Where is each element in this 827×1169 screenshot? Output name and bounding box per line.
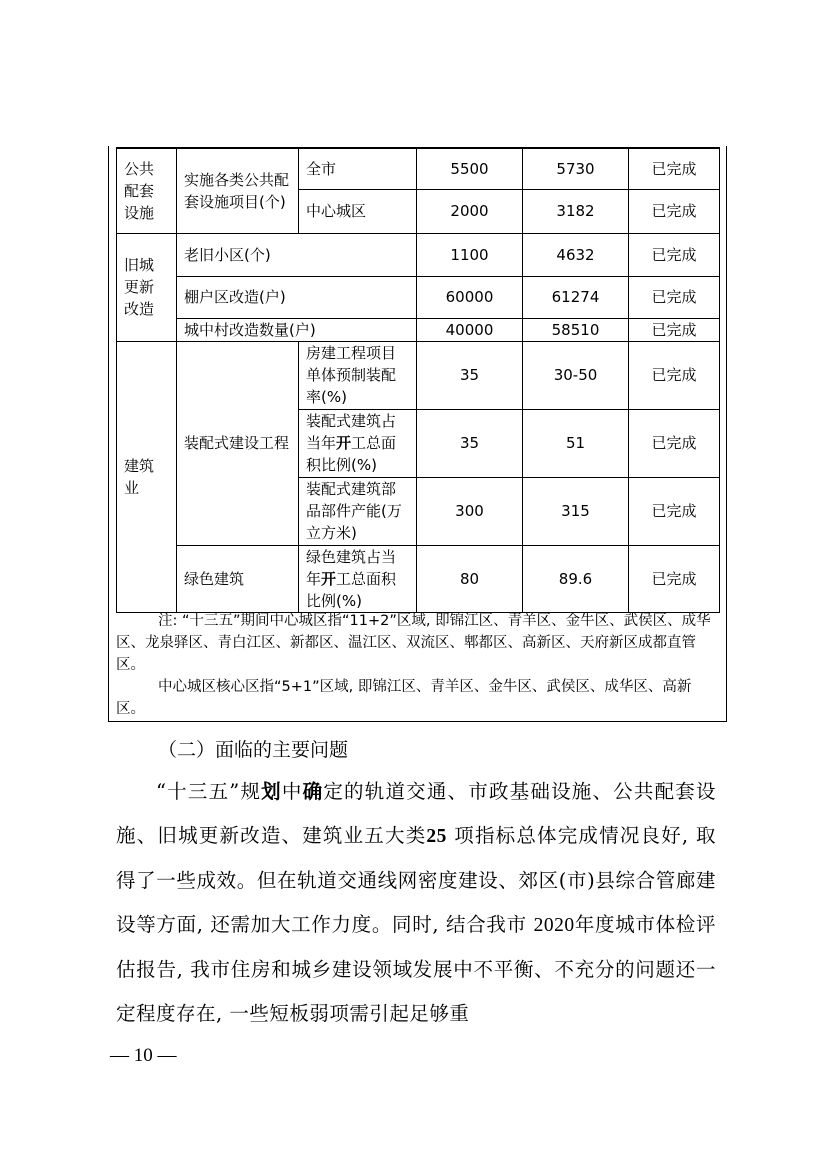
para-bold-text: 划 [261, 780, 282, 803]
target-cell: 40000 [417, 318, 523, 341]
para-text: 项指标总体完成情况良好, 取得了一些成效。但在轨道交通线网密度建设、郊区(市)县综合管廊建设等方面, 还需加大工作力度。同时, 结合我市 [116, 824, 716, 936]
section-heading: （二）面临的主要问题 [158, 739, 349, 761]
item-cell: 实施各类公共配套设施项目(个) [177, 148, 299, 233]
actual-cell: 5730 [523, 148, 629, 189]
scope-bold-text: 开 [336, 434, 352, 452]
status-cell: 已完成 [629, 477, 720, 545]
table-row [117, 233, 720, 276]
scope-cell [299, 409, 417, 477]
target-cell: 60000 [417, 276, 523, 318]
para-number: 25 [426, 826, 447, 847]
target-cell: 5500 [417, 148, 523, 189]
category-cell: 建筑 业 [117, 341, 177, 612]
table-row [117, 545, 720, 612]
scope-cell [299, 545, 417, 612]
para-text: 定的轨道交通、市政基础设施、公共配套设施、旧城更新改造、建筑业五大类 [116, 780, 716, 847]
category-cell: 旧城 更新 改造 [117, 233, 177, 341]
page-number: — 10 — [110, 1045, 177, 1066]
scope-text: 装配式建筑占当年 [306, 412, 397, 452]
actual-cell: 61274 [523, 276, 629, 318]
scope-cell: 中心城区 [299, 189, 417, 233]
actual-cell: 30-50 [523, 341, 629, 409]
note-line-2: 中心城区核心区指“5+1”区域, 即锦江区、青羊区、金牛区、武侯区、成华区、高新区。 [116, 679, 692, 717]
para-year: 2020 [533, 915, 575, 936]
para-text: “十三五”规 [156, 780, 262, 803]
para-bold-text: 确 [302, 780, 324, 803]
actual-cell: 4632 [523, 233, 629, 276]
scope-cell: 房建工程项目单体预制装配率(%) [299, 341, 417, 409]
target-cell: 2000 [417, 189, 523, 233]
section-paragraph [116, 770, 716, 1036]
target-cell: 300 [417, 477, 523, 545]
table-row [117, 318, 720, 341]
target-cell: 35 [417, 409, 523, 477]
actual-cell: 315 [523, 477, 629, 545]
target-cell: 80 [417, 545, 523, 612]
indicator-table [116, 147, 720, 613]
table-row [117, 148, 720, 189]
status-cell: 已完成 [629, 341, 720, 409]
actual-cell: 58510 [523, 318, 629, 341]
target-cell: 1100 [417, 233, 523, 276]
scope-text: 工总面积比例(%) [306, 434, 397, 474]
para-text: 中 [281, 780, 303, 803]
scope-cell: 装配式建筑部品部件产能(万立方米) [299, 477, 417, 545]
scope-bold-text: 开 [321, 569, 337, 588]
status-cell: 已完成 [629, 148, 720, 189]
note-line-1: 注: “十三五”期间中心城区指“11+2”区域, 即锦江区、青羊区、金牛区、武侯区、成华区、龙泉驿区、青白江区、新都区、温江区、双流区、郫都区、高新区、天府新区成都直管区。 [116, 613, 711, 673]
table-note [116, 610, 716, 720]
item-cell: 老旧小区(个) [177, 233, 417, 276]
actual-cell: 3182 [523, 189, 629, 233]
category-cell: 公共 配套 设施 [117, 148, 177, 233]
item-cell: 城中村改造数量(户) [177, 318, 417, 341]
status-cell: 已完成 [629, 318, 720, 341]
status-cell: 已完成 [629, 409, 720, 477]
actual-cell: 89.6 [523, 545, 629, 612]
para-text: 年度城市体检评估报告, 我市住房和城乡建设领域发展中不平衡、不充分的问题还一定程度存在, 一些短板弱项需引起足够重 [116, 913, 716, 1025]
item-cell: 棚户区改造(户) [177, 276, 417, 318]
actual-cell: 51 [523, 409, 629, 477]
item-cell: 绿色建筑 [177, 545, 299, 612]
item-cell: 装配式建设工程 [177, 341, 299, 545]
scope-cell: 全市 [299, 148, 417, 189]
status-cell: 已完成 [629, 233, 720, 276]
status-cell: 已完成 [629, 276, 720, 318]
status-cell: 已完成 [629, 545, 720, 612]
status-cell: 已完成 [629, 189, 720, 233]
table-row [117, 341, 720, 409]
table-row [117, 276, 720, 318]
target-cell: 35 [417, 341, 523, 409]
scope-text: 工总面积比例(%) [306, 569, 397, 610]
scope-text: 绿色建筑占当年 [306, 547, 397, 588]
